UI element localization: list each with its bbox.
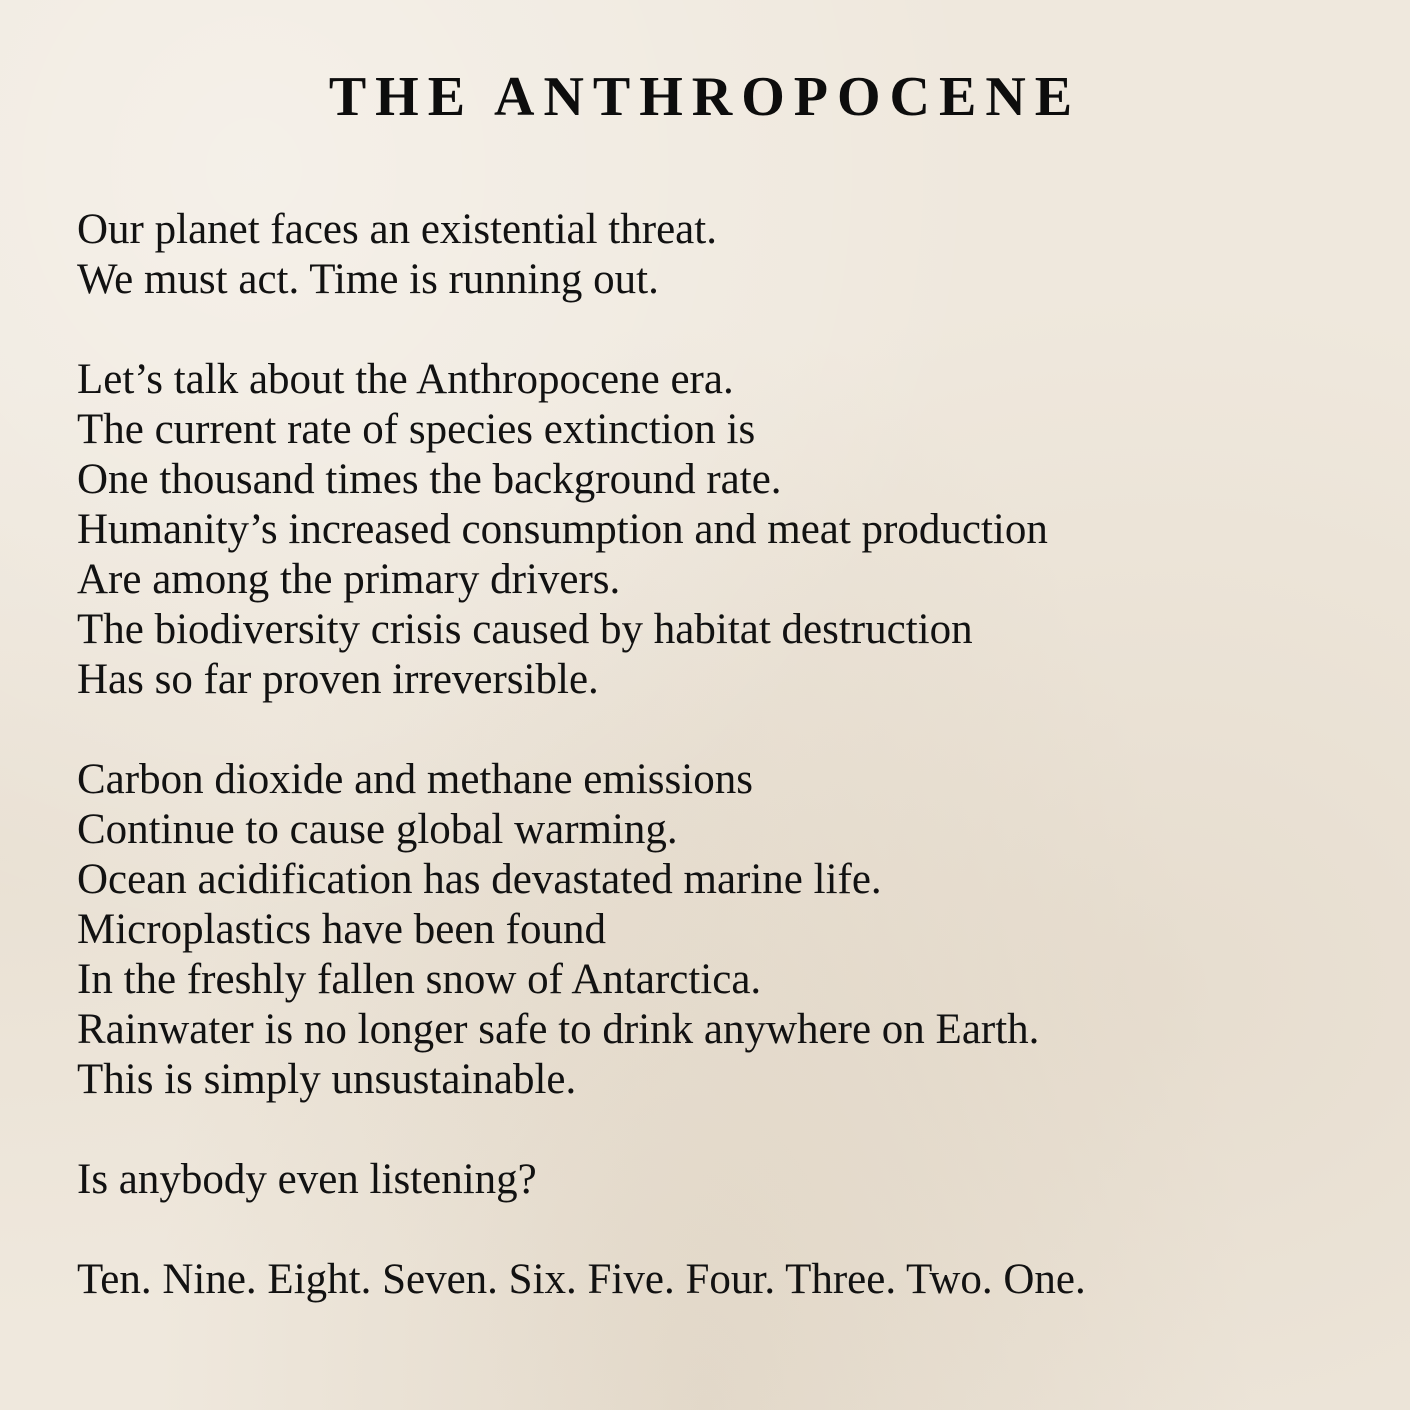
poem-line: Let’s talk about the Anthropocene era.: [77, 356, 734, 403]
poem-line: Is anybody even listening?: [77, 1156, 537, 1203]
poem-title: THE ANTHROPOCENE: [328, 66, 1082, 128]
poem-line: The current rate of species extinction is: [77, 406, 756, 453]
poem-line: Our planet faces an existential threat.: [77, 206, 717, 253]
stanza-break: [77, 1105, 1377, 1155]
poem-line: Carbon dioxide and methane emissions: [77, 756, 753, 803]
stanza-2: [77, 355, 1377, 705]
stanza-4: [77, 1155, 1377, 1205]
poem-line: Microplastics have been found: [77, 906, 606, 953]
stanza-3: [77, 755, 1377, 1105]
poem-line: Has so far proven irreversible.: [77, 656, 599, 703]
stanza-5: [77, 1255, 1377, 1305]
poem-line: One thousand times the background rate.: [77, 456, 782, 503]
poem-body: [77, 205, 1377, 1305]
poem-line: Rainwater is no longer safe to drink anywhere on Earth.: [77, 1006, 1040, 1053]
stanza-break: [77, 305, 1377, 355]
poem-line: In the freshly fallen snow of Antarctica.: [77, 956, 762, 1003]
stanza-break: [77, 705, 1377, 755]
poem-line: Humanity’s increased consumption and meat production: [77, 506, 1048, 553]
stanza-1: [77, 205, 1377, 305]
poem-line: This is simply unsustainable.: [77, 1056, 577, 1103]
poem-line: Are among the primary drivers.: [77, 556, 621, 603]
poem-line: Continue to cause global warming.: [77, 806, 678, 853]
poem-line: Ten. Nine. Eight. Seven. Six. Five. Four. Three. Two. One.: [77, 1256, 1086, 1303]
stanza-break: [77, 1205, 1377, 1255]
poem-line: The biodiversity crisis caused by habitat destruction: [77, 606, 973, 653]
poem-line: We must act. Time is running out.: [77, 256, 659, 303]
poem-line: Ocean acidification has devastated marine life.: [77, 856, 882, 903]
